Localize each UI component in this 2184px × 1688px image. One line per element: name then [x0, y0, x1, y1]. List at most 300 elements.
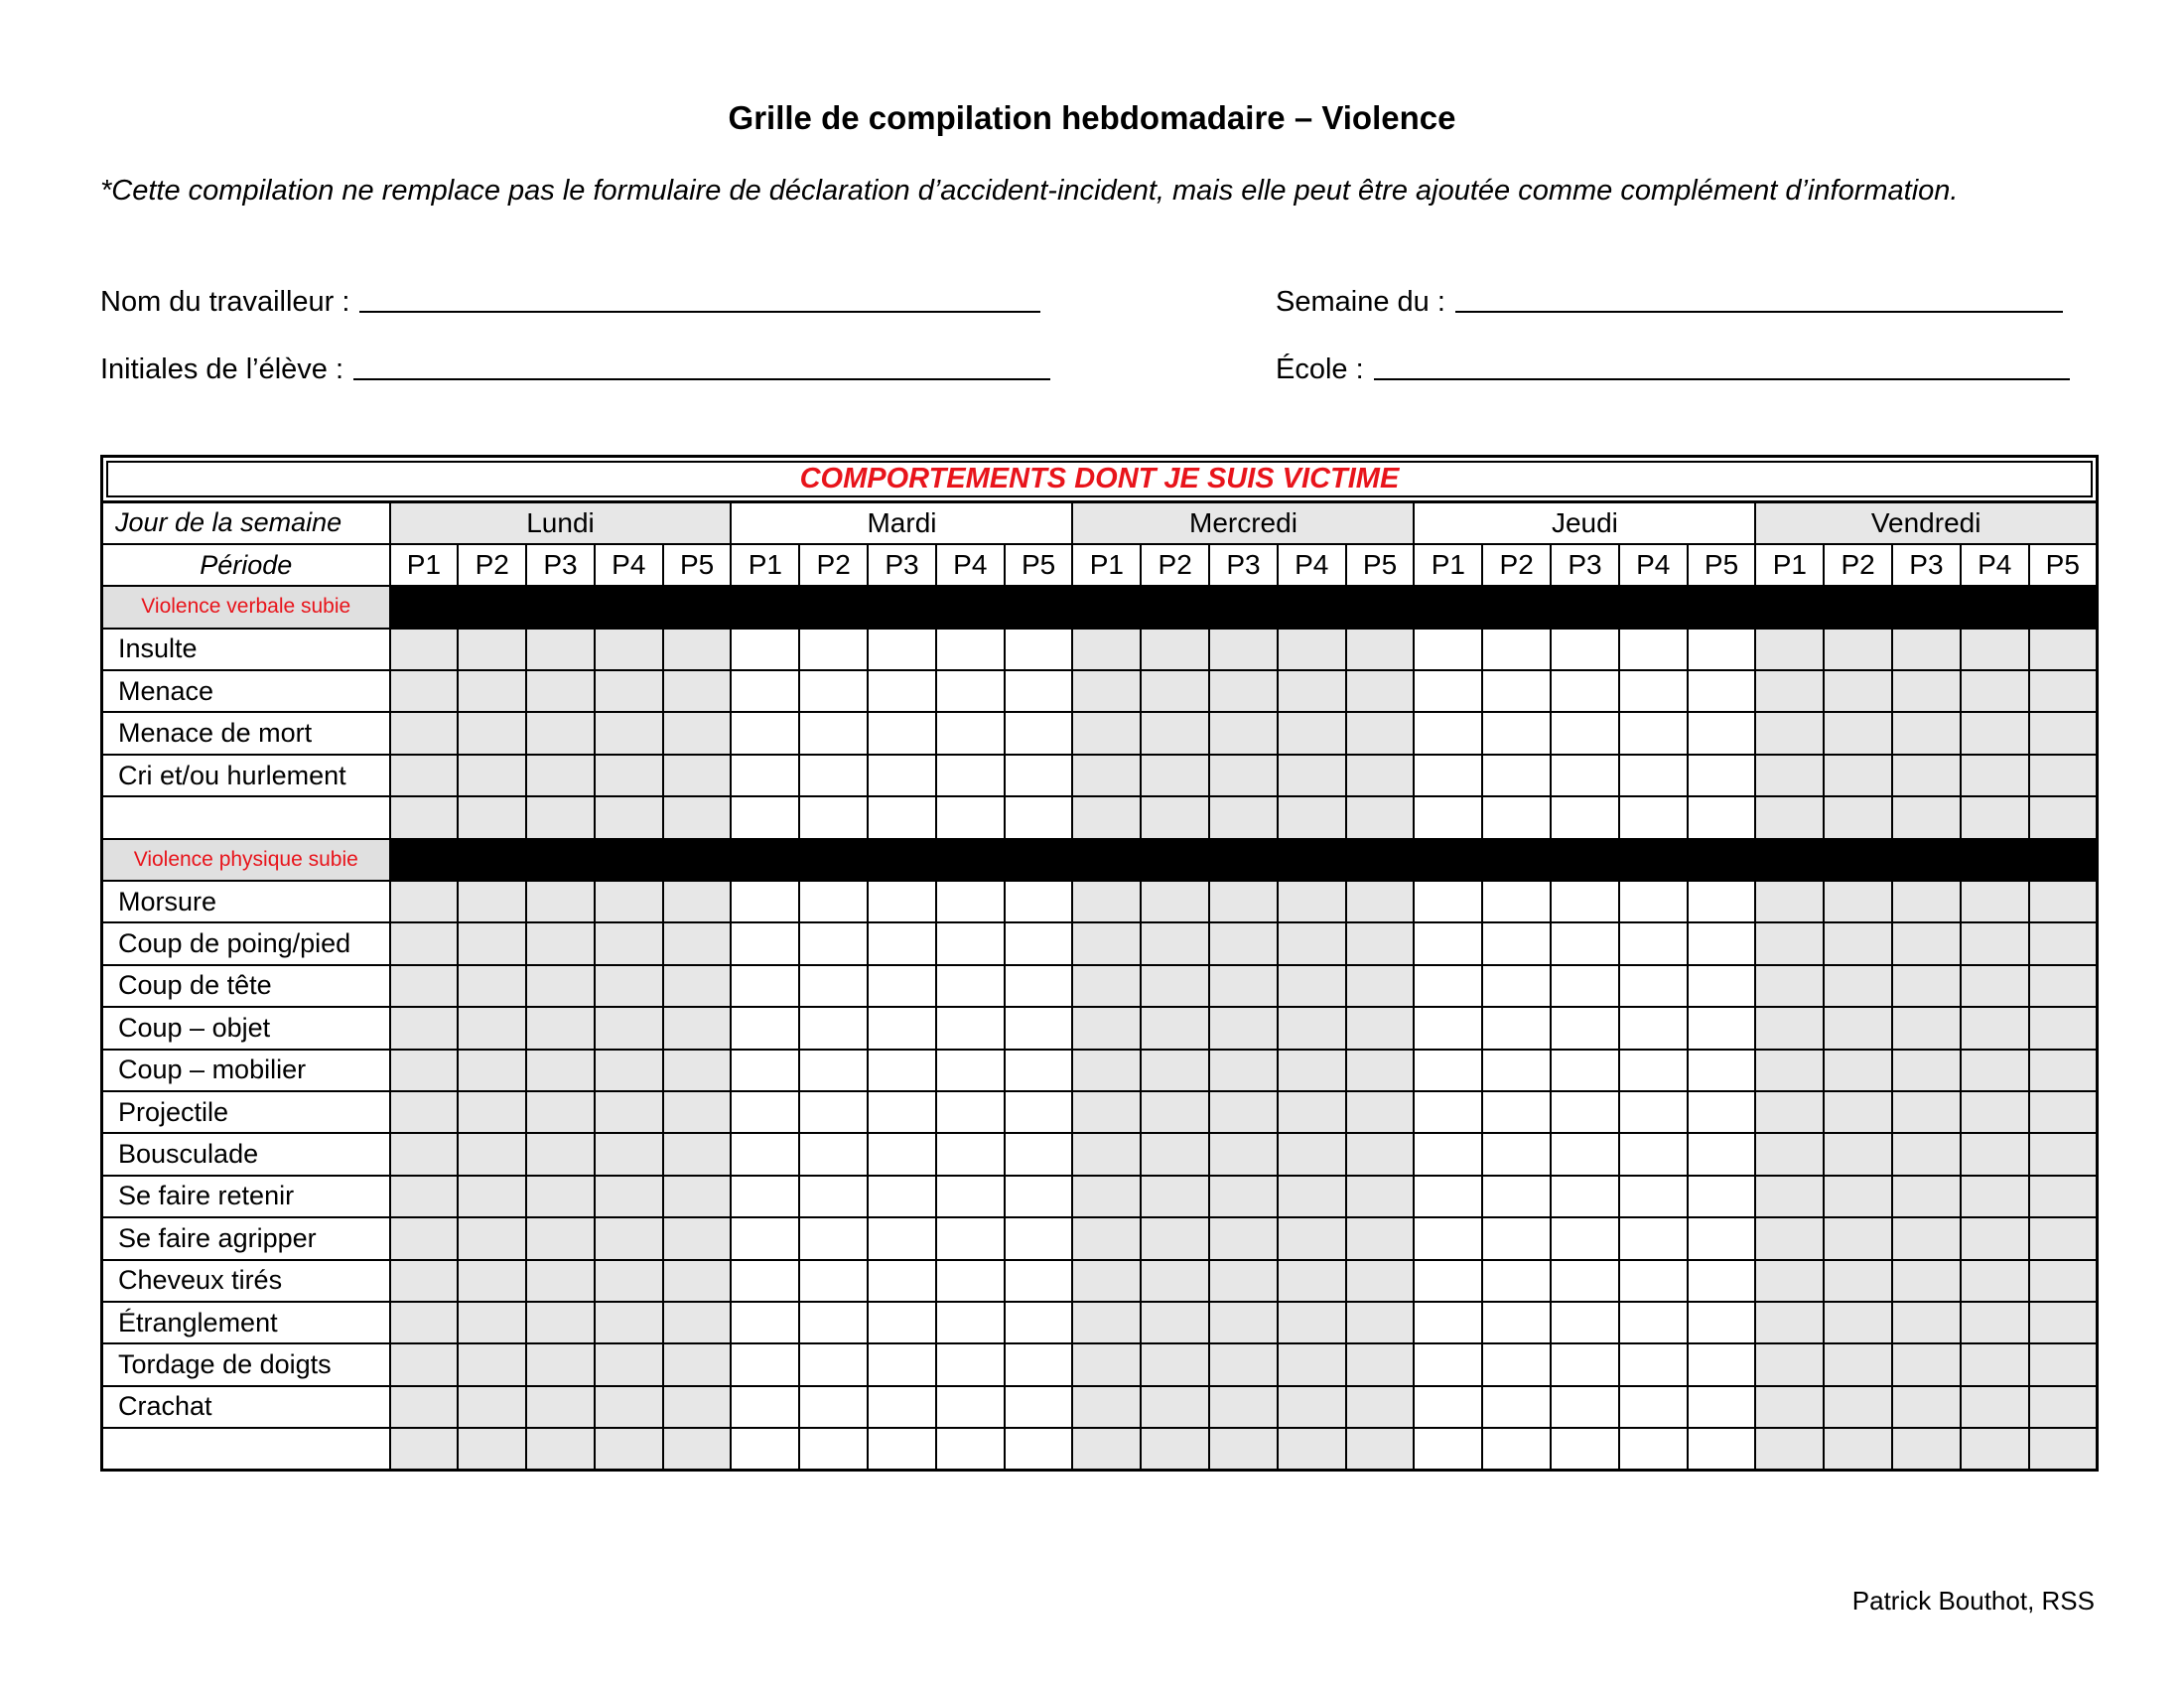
tally-cell[interactable] [1482, 1050, 1551, 1091]
tally-cell[interactable] [1414, 796, 1482, 838]
tally-cell[interactable] [1482, 1428, 1551, 1470]
tally-cell[interactable] [799, 881, 868, 922]
tally-cell[interactable] [1482, 1091, 1551, 1133]
tally-cell[interactable] [1072, 1428, 1141, 1470]
tally-cell[interactable] [1278, 1007, 1346, 1049]
tally-cell[interactable] [731, 1386, 799, 1428]
tally-cell[interactable] [1755, 1050, 1824, 1091]
tally-cell[interactable] [1824, 1260, 1892, 1302]
tally-cell[interactable] [526, 1133, 595, 1175]
tally-cell[interactable] [1755, 1176, 1824, 1217]
tally-cell[interactable] [1892, 1007, 1961, 1049]
tally-cell[interactable] [663, 922, 732, 964]
tally-cell[interactable] [458, 1176, 526, 1217]
tally-cell[interactable] [731, 796, 799, 838]
tally-cell[interactable] [1005, 1217, 1073, 1259]
tally-cell[interactable] [1346, 1386, 1415, 1428]
tally-cell[interactable] [1892, 1091, 1961, 1133]
tally-cell[interactable] [1482, 1007, 1551, 1049]
tally-cell[interactable] [1755, 712, 1824, 754]
tally-cell[interactable] [390, 712, 459, 754]
tally-cell[interactable] [1961, 670, 2029, 712]
tally-cell[interactable] [868, 796, 936, 838]
tally-cell[interactable] [731, 629, 799, 670]
tally-cell[interactable] [2029, 1050, 2098, 1091]
tally-cell[interactable] [1005, 965, 1073, 1007]
tally-cell[interactable] [1414, 1428, 1482, 1470]
tally-cell[interactable] [799, 1050, 868, 1091]
tally-cell[interactable] [936, 1091, 1005, 1133]
tally-cell[interactable] [2029, 1091, 2098, 1133]
tally-cell[interactable] [868, 922, 936, 964]
tally-cell[interactable] [1892, 1217, 1961, 1259]
tally-cell[interactable] [1072, 1007, 1141, 1049]
tally-cell[interactable] [868, 670, 936, 712]
tally-cell[interactable] [1141, 629, 1209, 670]
tally-cell[interactable] [799, 796, 868, 838]
tally-cell[interactable] [1005, 1428, 1073, 1470]
tally-cell[interactable] [663, 1091, 732, 1133]
tally-cell[interactable] [1346, 1260, 1415, 1302]
tally-cell[interactable] [1961, 965, 2029, 1007]
tally-cell[interactable] [1619, 1133, 1688, 1175]
tally-cell[interactable] [799, 1091, 868, 1133]
tally-cell[interactable] [1824, 629, 1892, 670]
tally-cell[interactable] [1551, 1302, 1619, 1343]
tally-cell[interactable] [1619, 1217, 1688, 1259]
tally-cell[interactable] [1346, 1176, 1415, 1217]
tally-cell[interactable] [1414, 712, 1482, 754]
tally-cell[interactable] [1961, 881, 2029, 922]
tally-cell[interactable] [458, 1007, 526, 1049]
tally-cell[interactable] [1892, 1260, 1961, 1302]
tally-cell[interactable] [390, 670, 459, 712]
tally-cell[interactable] [1278, 1386, 1346, 1428]
tally-cell[interactable] [1072, 1302, 1141, 1343]
tally-cell[interactable] [595, 965, 663, 1007]
tally-cell[interactable] [663, 1133, 732, 1175]
tally-cell[interactable] [1072, 670, 1141, 712]
tally-cell[interactable] [1414, 1176, 1482, 1217]
tally-cell[interactable] [1551, 796, 1619, 838]
tally-cell[interactable] [1755, 1343, 1824, 1385]
tally-cell[interactable] [526, 965, 595, 1007]
tally-cell[interactable] [595, 1386, 663, 1428]
tally-cell[interactable] [1414, 965, 1482, 1007]
tally-cell[interactable] [1414, 1007, 1482, 1049]
tally-cell[interactable] [1278, 670, 1346, 712]
tally-cell[interactable] [1619, 755, 1688, 796]
tally-cell[interactable] [1414, 881, 1482, 922]
tally-cell[interactable] [1824, 1133, 1892, 1175]
tally-cell[interactable] [1961, 712, 2029, 754]
tally-cell[interactable] [868, 1050, 936, 1091]
tally-cell[interactable] [1688, 755, 1756, 796]
tally-cell[interactable] [390, 881, 459, 922]
tally-cell[interactable] [2029, 1176, 2098, 1217]
tally-cell[interactable] [799, 1133, 868, 1175]
tally-cell[interactable] [868, 1133, 936, 1175]
tally-cell[interactable] [1346, 965, 1415, 1007]
tally-cell[interactable] [1482, 1386, 1551, 1428]
tally-cell[interactable] [458, 1050, 526, 1091]
tally-cell[interactable] [390, 1302, 459, 1343]
tally-cell[interactable] [458, 881, 526, 922]
tally-cell[interactable] [1005, 629, 1073, 670]
tally-cell[interactable] [799, 1302, 868, 1343]
tally-cell[interactable] [1619, 1050, 1688, 1091]
tally-cell[interactable] [663, 1217, 732, 1259]
tally-cell[interactable] [1005, 1176, 1073, 1217]
tally-cell[interactable] [1072, 755, 1141, 796]
tally-cell[interactable] [1892, 1133, 1961, 1175]
tally-cell[interactable] [1892, 1343, 1961, 1385]
tally-cell[interactable] [799, 1260, 868, 1302]
tally-cell[interactable] [595, 1176, 663, 1217]
tally-cell[interactable] [390, 755, 459, 796]
tally-cell[interactable] [1209, 922, 1278, 964]
tally-cell[interactable] [1209, 1302, 1278, 1343]
tally-cell[interactable] [936, 1302, 1005, 1343]
tally-cell[interactable] [1688, 1176, 1756, 1217]
tally-cell[interactable] [1209, 881, 1278, 922]
tally-cell[interactable] [390, 1091, 459, 1133]
tally-cell[interactable] [1824, 1386, 1892, 1428]
tally-cell[interactable] [1551, 755, 1619, 796]
tally-cell[interactable] [526, 1260, 595, 1302]
tally-cell[interactable] [1619, 1260, 1688, 1302]
tally-cell[interactable] [936, 796, 1005, 838]
tally-cell[interactable] [731, 881, 799, 922]
tally-cell[interactable] [936, 1343, 1005, 1385]
tally-cell[interactable] [1141, 755, 1209, 796]
tally-cell[interactable] [1005, 1091, 1073, 1133]
tally-cell[interactable] [1824, 1050, 1892, 1091]
tally-cell[interactable] [1619, 670, 1688, 712]
tally-cell[interactable] [1688, 712, 1756, 754]
tally-cell[interactable] [936, 1428, 1005, 1470]
tally-cell[interactable] [1892, 881, 1961, 922]
tally-cell[interactable] [1072, 712, 1141, 754]
tally-cell[interactable] [663, 1007, 732, 1049]
tally-cell[interactable] [2029, 1217, 2098, 1259]
tally-cell[interactable] [1141, 796, 1209, 838]
tally-cell[interactable] [1346, 712, 1415, 754]
tally-cell[interactable] [731, 712, 799, 754]
tally-cell[interactable] [1414, 629, 1482, 670]
tally-cell[interactable] [458, 1343, 526, 1385]
tally-cell[interactable] [868, 881, 936, 922]
tally-cell[interactable] [1755, 965, 1824, 1007]
tally-cell[interactable] [526, 1091, 595, 1133]
student-initials-input-line[interactable] [353, 378, 1050, 380]
tally-cell[interactable] [595, 1343, 663, 1385]
tally-cell[interactable] [1414, 1260, 1482, 1302]
tally-cell[interactable] [1619, 965, 1688, 1007]
tally-cell[interactable] [526, 1302, 595, 1343]
tally-cell[interactable] [390, 629, 459, 670]
tally-cell[interactable] [1551, 1176, 1619, 1217]
tally-cell[interactable] [1755, 755, 1824, 796]
tally-cell[interactable] [799, 1176, 868, 1217]
tally-cell[interactable] [663, 881, 732, 922]
tally-cell[interactable] [1005, 1302, 1073, 1343]
tally-cell[interactable] [1619, 629, 1688, 670]
tally-cell[interactable] [1755, 1386, 1824, 1428]
tally-cell[interactable] [1414, 1091, 1482, 1133]
tally-cell[interactable] [1209, 1428, 1278, 1470]
tally-cell[interactable] [595, 1260, 663, 1302]
tally-cell[interactable] [1824, 1343, 1892, 1385]
tally-cell[interactable] [458, 965, 526, 1007]
tally-cell[interactable] [1961, 629, 2029, 670]
tally-cell[interactable] [1961, 796, 2029, 838]
tally-cell[interactable] [799, 1343, 868, 1385]
tally-cell[interactable] [1414, 1217, 1482, 1259]
tally-cell[interactable] [868, 1343, 936, 1385]
tally-cell[interactable] [1482, 1176, 1551, 1217]
tally-cell[interactable] [1005, 881, 1073, 922]
tally-cell[interactable] [1072, 881, 1141, 922]
tally-cell[interactable] [1688, 1091, 1756, 1133]
tally-cell[interactable] [1141, 922, 1209, 964]
tally-cell[interactable] [1755, 629, 1824, 670]
tally-cell[interactable] [1278, 1302, 1346, 1343]
tally-cell[interactable] [936, 965, 1005, 1007]
tally-cell[interactable] [799, 922, 868, 964]
tally-cell[interactable] [1824, 1091, 1892, 1133]
tally-cell[interactable] [1824, 922, 1892, 964]
tally-cell[interactable] [1005, 1133, 1073, 1175]
tally-cell[interactable] [526, 1176, 595, 1217]
tally-cell[interactable] [390, 922, 459, 964]
tally-cell[interactable] [1482, 1302, 1551, 1343]
tally-cell[interactable] [390, 1007, 459, 1049]
tally-cell[interactable] [1278, 922, 1346, 964]
tally-cell[interactable] [458, 712, 526, 754]
tally-cell[interactable] [595, 796, 663, 838]
tally-cell[interactable] [936, 1133, 1005, 1175]
tally-cell[interactable] [936, 712, 1005, 754]
tally-cell[interactable] [1141, 1302, 1209, 1343]
tally-cell[interactable] [1209, 796, 1278, 838]
tally-cell[interactable] [1482, 1217, 1551, 1259]
tally-cell[interactable] [1619, 1007, 1688, 1049]
tally-cell[interactable] [1141, 1386, 1209, 1428]
tally-cell[interactable] [1619, 1176, 1688, 1217]
tally-cell[interactable] [2029, 965, 2098, 1007]
tally-cell[interactable] [1005, 1050, 1073, 1091]
tally-cell[interactable] [390, 796, 459, 838]
tally-cell[interactable] [1346, 922, 1415, 964]
tally-cell[interactable] [731, 1091, 799, 1133]
tally-cell[interactable] [1141, 1050, 1209, 1091]
tally-cell[interactable] [2029, 922, 2098, 964]
tally-cell[interactable] [1482, 1260, 1551, 1302]
tally-cell[interactable] [1892, 922, 1961, 964]
tally-cell[interactable] [1278, 1050, 1346, 1091]
tally-cell[interactable] [1482, 629, 1551, 670]
tally-cell[interactable] [663, 670, 732, 712]
tally-cell[interactable] [1961, 1133, 2029, 1175]
tally-cell[interactable] [390, 965, 459, 1007]
tally-cell[interactable] [663, 629, 732, 670]
tally-cell[interactable] [390, 1386, 459, 1428]
tally-cell[interactable] [526, 1217, 595, 1259]
tally-cell[interactable] [595, 1133, 663, 1175]
tally-cell[interactable] [731, 1217, 799, 1259]
tally-cell[interactable] [868, 1302, 936, 1343]
tally-cell[interactable] [1072, 1217, 1141, 1259]
tally-cell[interactable] [663, 1428, 732, 1470]
tally-cell[interactable] [1892, 629, 1961, 670]
tally-cell[interactable] [1688, 1343, 1756, 1385]
tally-cell[interactable] [1824, 1428, 1892, 1470]
tally-cell[interactable] [1892, 1176, 1961, 1217]
tally-cell[interactable] [595, 1302, 663, 1343]
tally-cell[interactable] [868, 1176, 936, 1217]
tally-cell[interactable] [526, 670, 595, 712]
tally-cell[interactable] [1892, 1302, 1961, 1343]
tally-cell[interactable] [1619, 1428, 1688, 1470]
tally-cell[interactable] [1414, 922, 1482, 964]
tally-cell[interactable] [1072, 1176, 1141, 1217]
tally-cell[interactable] [1072, 1260, 1141, 1302]
tally-cell[interactable] [1346, 629, 1415, 670]
tally-cell[interactable] [1619, 1091, 1688, 1133]
tally-cell[interactable] [458, 922, 526, 964]
tally-cell[interactable] [2029, 1428, 2098, 1470]
tally-cell[interactable] [1005, 796, 1073, 838]
tally-cell[interactable] [1209, 965, 1278, 1007]
tally-cell[interactable] [390, 1260, 459, 1302]
tally-cell[interactable] [936, 1217, 1005, 1259]
tally-cell[interactable] [595, 1091, 663, 1133]
tally-cell[interactable] [595, 670, 663, 712]
tally-cell[interactable] [1824, 1007, 1892, 1049]
tally-cell[interactable] [936, 922, 1005, 964]
tally-cell[interactable] [1961, 1260, 2029, 1302]
tally-cell[interactable] [595, 712, 663, 754]
tally-cell[interactable] [2029, 1343, 2098, 1385]
tally-cell[interactable] [1141, 1007, 1209, 1049]
tally-cell[interactable] [1482, 881, 1551, 922]
tally-cell[interactable] [868, 712, 936, 754]
tally-cell[interactable] [1346, 670, 1415, 712]
tally-cell[interactable] [390, 1050, 459, 1091]
tally-cell[interactable] [1755, 1260, 1824, 1302]
tally-cell[interactable] [1755, 881, 1824, 922]
tally-cell[interactable] [1346, 1133, 1415, 1175]
tally-cell[interactable] [731, 1133, 799, 1175]
tally-cell[interactable] [1278, 1343, 1346, 1385]
tally-cell[interactable] [1209, 1007, 1278, 1049]
tally-cell[interactable] [1619, 922, 1688, 964]
tally-cell[interactable] [1961, 1050, 2029, 1091]
tally-cell[interactable] [1414, 755, 1482, 796]
tally-cell[interactable] [1619, 1343, 1688, 1385]
tally-cell[interactable] [1278, 755, 1346, 796]
tally-cell[interactable] [731, 922, 799, 964]
tally-cell[interactable] [663, 965, 732, 1007]
tally-cell[interactable] [1346, 1343, 1415, 1385]
tally-cell[interactable] [1961, 1343, 2029, 1385]
tally-cell[interactable] [390, 1133, 459, 1175]
tally-cell[interactable] [731, 1007, 799, 1049]
tally-cell[interactable] [595, 1217, 663, 1259]
tally-cell[interactable] [2029, 1302, 2098, 1343]
tally-cell[interactable] [868, 1091, 936, 1133]
tally-cell[interactable] [526, 922, 595, 964]
tally-cell[interactable] [526, 1386, 595, 1428]
tally-cell[interactable] [799, 1386, 868, 1428]
tally-cell[interactable] [1141, 965, 1209, 1007]
tally-cell[interactable] [868, 1260, 936, 1302]
tally-cell[interactable] [526, 755, 595, 796]
tally-cell[interactable] [1755, 1091, 1824, 1133]
tally-cell[interactable] [663, 796, 732, 838]
tally-cell[interactable] [1961, 1007, 2029, 1049]
tally-cell[interactable] [458, 1260, 526, 1302]
tally-cell[interactable] [1482, 712, 1551, 754]
tally-cell[interactable] [1346, 755, 1415, 796]
tally-cell[interactable] [1482, 796, 1551, 838]
tally-cell[interactable] [1141, 1428, 1209, 1470]
tally-cell[interactable] [868, 965, 936, 1007]
tally-cell[interactable] [1346, 1007, 1415, 1049]
tally-cell[interactable] [663, 1386, 732, 1428]
tally-cell[interactable] [1551, 1217, 1619, 1259]
tally-cell[interactable] [1278, 881, 1346, 922]
tally-cell[interactable] [390, 1428, 459, 1470]
tally-cell[interactable] [731, 755, 799, 796]
tally-cell[interactable] [1619, 1386, 1688, 1428]
tally-cell[interactable] [2029, 796, 2098, 838]
tally-cell[interactable] [731, 965, 799, 1007]
tally-cell[interactable] [1551, 1091, 1619, 1133]
tally-cell[interactable] [1209, 1343, 1278, 1385]
tally-cell[interactable] [595, 1428, 663, 1470]
tally-cell[interactable] [1141, 670, 1209, 712]
tally-cell[interactable] [458, 1386, 526, 1428]
tally-cell[interactable] [1688, 1302, 1756, 1343]
tally-cell[interactable] [1688, 796, 1756, 838]
tally-cell[interactable] [799, 670, 868, 712]
tally-cell[interactable] [1482, 1133, 1551, 1175]
tally-cell[interactable] [936, 755, 1005, 796]
tally-cell[interactable] [1005, 1260, 1073, 1302]
tally-cell[interactable] [936, 1176, 1005, 1217]
tally-cell[interactable] [1209, 1386, 1278, 1428]
tally-cell[interactable] [1072, 1091, 1141, 1133]
tally-cell[interactable] [1892, 1386, 1961, 1428]
tally-cell[interactable] [1755, 1007, 1824, 1049]
tally-cell[interactable] [799, 965, 868, 1007]
tally-cell[interactable] [390, 1176, 459, 1217]
tally-cell[interactable] [1551, 1343, 1619, 1385]
tally-cell[interactable] [1688, 1428, 1756, 1470]
tally-cell[interactable] [1961, 1176, 2029, 1217]
tally-cell[interactable] [1278, 1217, 1346, 1259]
tally-cell[interactable] [1209, 1133, 1278, 1175]
tally-cell[interactable] [526, 1343, 595, 1385]
tally-cell[interactable] [799, 1007, 868, 1049]
tally-cell[interactable] [1824, 796, 1892, 838]
tally-cell[interactable] [1688, 1260, 1756, 1302]
tally-cell[interactable] [936, 1050, 1005, 1091]
tally-cell[interactable] [595, 922, 663, 964]
tally-cell[interactable] [458, 1217, 526, 1259]
